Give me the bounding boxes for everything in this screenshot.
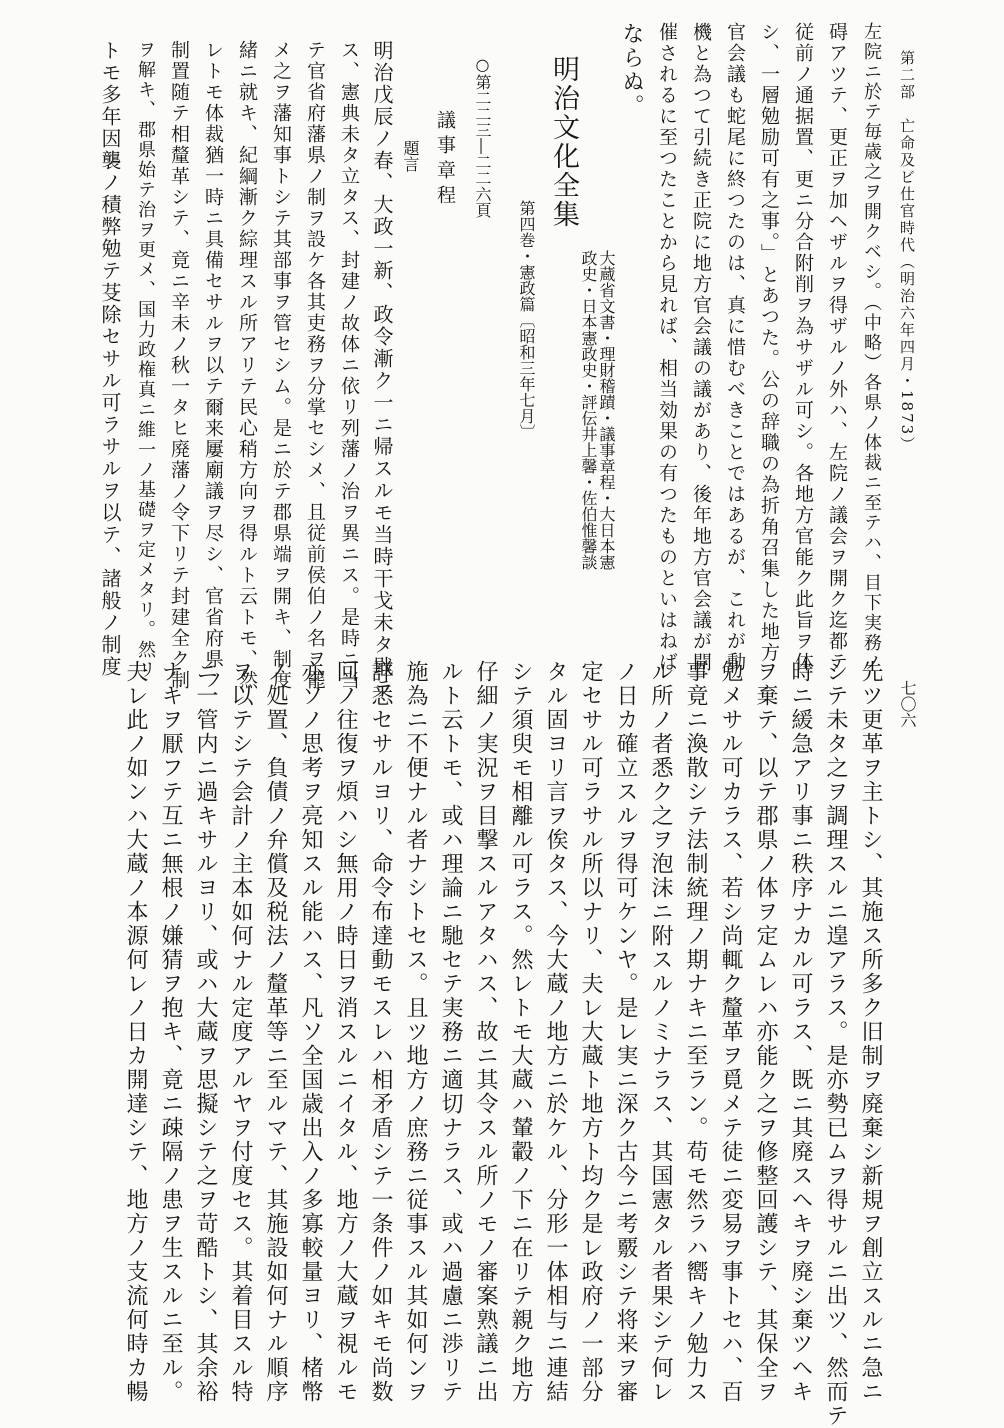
quote-line: ス、憲典未タ立タス、封建ノ故体ニ依リ列藩ノ治ヲ異ニス。是時ニ当 xyxy=(338,40,360,691)
quote-line: トモ多年因襲ノ積弊勉テ芟除セサル可ラサルヲ以テ、諸般ノ制度 xyxy=(98,40,122,678)
text-line: 勉メサル可カラス、若シ尚輒ク釐革ヲ覓メテ徒ニ変易ヲ事トセハ、百 xyxy=(718,660,743,1404)
text-line: ヲ棄テ、以テ郡県ノ体ヲ定ムレハ亦能ク之ヲ修整回護シテ、其保全ヲ xyxy=(753,660,778,1404)
running-header: 第二部 亡命及ビ仕官時代（明治六年四月・1873） xyxy=(898,50,916,454)
text-line: 詳悉セサルヨリ、命令布達動モスレハ相矛盾シテ一条件ノ如キモ尚数 xyxy=(368,660,393,1404)
text-line: 碍アツテ、更正ヲ加ヘザルヲ得ザルノ外ハ、左院ノ議会ヲ開ク迄都テ xyxy=(826,22,848,673)
text-line: 催されるに至つたことから見れば、相当効果の有つたものといはねば xyxy=(656,22,678,673)
text-line: ニ一管内ニ過キサルヨリ、或ハ大蔵ヲ思擬シテ之ヲ苛酷トシ、其余裕 xyxy=(193,660,218,1404)
text-line: 官会議も蛇尾に終つたのは、真に惜むべきことではあるが、これが動 xyxy=(724,22,746,673)
quote-line: 緒ニ就キ、紀綱漸ク綜理スル所アリテ民心稍方向ヲ得ルト云トモ、然 xyxy=(236,40,258,691)
page-reference: ○第二二三―二二六頁 xyxy=(473,55,492,218)
text-line: ナキヲ厭フテ互ニ無根ノ嫌猜ヲ抱キ、竟ニ疎隔ノ患ヲ生スルニ至ル。 xyxy=(158,660,183,1404)
text-line: 仔細ノ実況ヲ目撃スルアタハス、故ニ其令スル所ノモノ審案熟議ニ出 xyxy=(473,660,498,1404)
quote-line: メ之ヲ藩知事トシテ其部事ヲ管セシム。是ニ於テ郡県端ヲ開キ、制度 xyxy=(270,40,292,691)
quote-line: ヲ解キ、郡県始テ治ヲ更メ、国力政権真ニ維一ノ基礎ヲ定メタリ。然リ xyxy=(135,40,156,680)
quote-line: 明治戊辰ノ春、大政一新、政令漸ク一ニ帰スルモ当時干戈未タ戢ラ xyxy=(370,40,394,700)
text-line: 左院ニ於テ毎歳之ヲ開クベシ。（中略）各県ノ体裁ニ至テハ、目下実務ノ xyxy=(861,22,882,673)
text-line: 夫レ此ノ如ンハ大蔵ノ本源何レノ日カ開達シテ、地方ノ支流何時カ暢 xyxy=(123,660,148,1404)
text-line: ならぬ。 xyxy=(619,22,644,118)
quote-line: レトモ体裁猶一時ニ具備セサルヲ以テ爾来屢廟議ヲ尽シ、官省府県ノ xyxy=(202,40,224,691)
text-line: シテ須臾モ相離ル可ラス。然レトモ大蔵ハ輦轂ノ下ニ在リテ親ク地方 xyxy=(508,660,533,1404)
text-line: 施為ニ不便ナル者ナシトセス。且ツ地方ノ庶務ニ従事スル其如何ンヲ xyxy=(403,660,428,1404)
text-line: タル固ヨリ言ヲ俟タス、今大蔵ノ地方ニ於ケル、分形一体相与ニ連結 xyxy=(543,660,568,1404)
text-line: シ、一層勉励可有之事。」とあつた。公の辞職の為折角召集した地方 xyxy=(758,22,780,664)
text-line: 時ニ緩急アリ事ニ秩序ナカル可ラス、既ニ其廃スヘキヲ廃シ棄ツヘキ xyxy=(788,660,813,1404)
preface-heading: 題言 xyxy=(401,140,420,172)
text-line: 亦ソノ思考ヲ亮知スル能ハス、凡ソ全国歳出入ノ多寡較量ヨリ、楮幣 xyxy=(298,660,323,1404)
quote-line: テ官省府藩県ノ制ヲ設ケ各其吏務ヲ分掌セシメ、且従前侯伯ノ名ヲ罷 xyxy=(304,40,326,691)
text-line: 事竟ニ渙散シテ法制統理ノ期ナキニ至ラン。苟モ然ラハ嚮キノ勉力ス xyxy=(683,660,708,1404)
text-line: 回ノ往復ヲ煩ハシ無用ノ時日ヲ消スルニイタル、地方ノ大蔵ヲ視ルモ xyxy=(333,660,358,1404)
text-line: ル所ノ者悉ク之ヲ泡沫ニ附スルノミナラス、其国憲タル者果シテ何レ xyxy=(648,660,673,1404)
volume-info: 第四巻・憲政篇〔昭和三年七月〕 xyxy=(517,200,536,440)
quote-line: 制置随テ相釐革シテ、竟ニ辛未ノ秋一タヒ廃藩ノ令下リテ封建全ク制 xyxy=(168,40,190,691)
section-title: 議事章程 xyxy=(434,110,456,210)
text-line: ノ日カ確立スルヲ得可ケンヤ。是レ実ニ深ク古今ニ考覈シテ将来ヲ審 xyxy=(613,660,638,1404)
text-line: シテ未タ之ヲ調理スルニ遑アラス。是亦勢已ムヲ得サルニ出ツ、然而テ xyxy=(823,660,848,1428)
page-number: 七〇六 xyxy=(898,680,917,728)
text-line: ノ処置、負債ノ弁償及税法ノ釐革等ニ至ルマテ、其施設如何ナル順序 xyxy=(263,660,288,1404)
collection-title: 明治文化全集 xyxy=(548,55,579,229)
text-line: 従前ノ通据置、更ニ分合附削ヲ為サザル可シ。各地方官能ク此旨ヲ体 xyxy=(792,22,814,673)
citation-line: 大蔵省文書・理財稽蹟・議事章程・大日本憲 xyxy=(597,250,616,570)
text-line: 定セサル可ラサル所以ナリ、夫レ大蔵ト地方ト均ク是レ政府ノ一部分 xyxy=(578,660,603,1404)
text-line: ヲ以テシテ会計ノ主本如何ナル定度アルヤヲ付度セス。其着目スル特 xyxy=(228,660,253,1404)
text-line: 機と為つて引続き正院に地方官会議の議があり、後年地方官会議が開 xyxy=(690,22,712,673)
text-line: 先ツ更革ヲ主トシ、其施ス所多ク旧制ヲ廃棄シ新規ヲ創立スルニ急ニ xyxy=(858,660,883,1404)
citation-line: 政史・日本憲政史・評伝井上馨・佐伯惟馨談 xyxy=(579,250,598,570)
text-line: ルト云トモ、或ハ理論ニ馳セテ実務ニ適切ナラス、或ハ過慮ニ渉リテ xyxy=(438,660,463,1404)
